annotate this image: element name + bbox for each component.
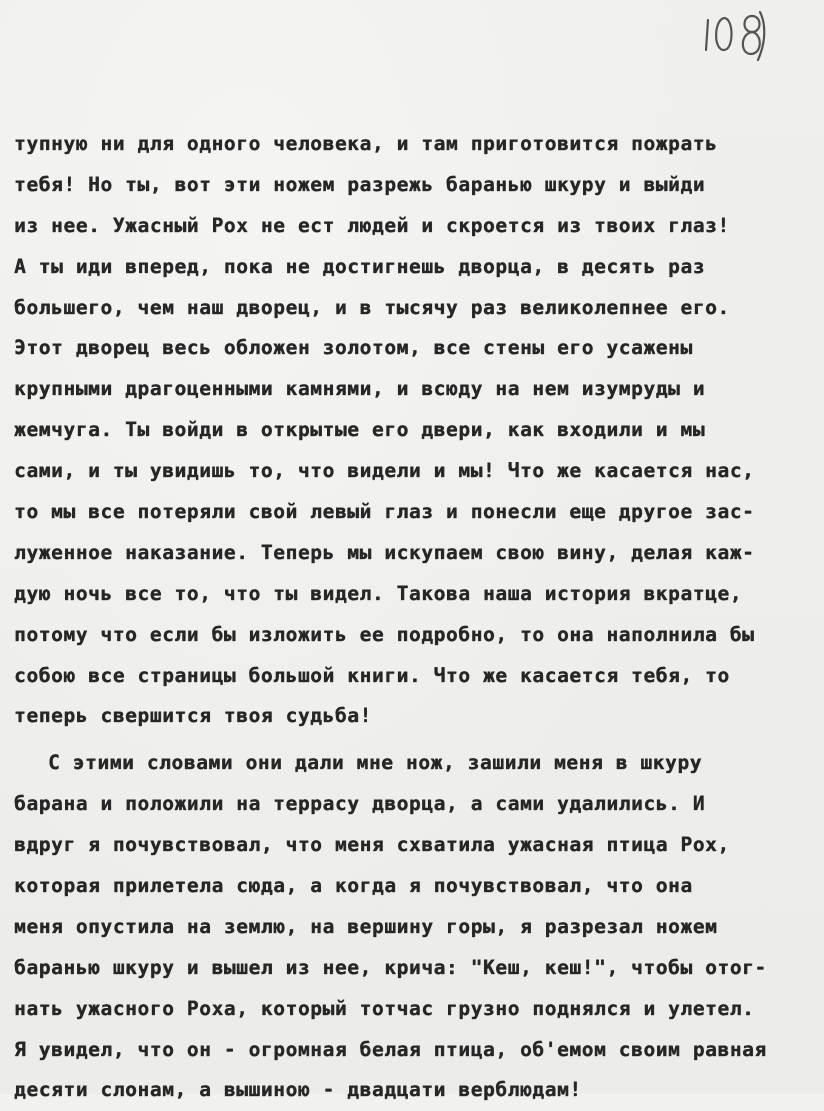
paragraph-2 (14, 743, 820, 1111)
text-line: большего, чем наш дворец, и в тысячу раз великолепнее его. (14, 295, 730, 319)
text-line: Этот дворец весь обложен золотом, все стены его усажены (14, 336, 693, 360)
text-line: теперь свершится твоя судьба! (14, 704, 372, 728)
text-line: потому что если бы изложить ее подробно, то она наполнила бы (14, 622, 755, 646)
handwritten-page-number (700, 6, 770, 68)
paragraph-1 (14, 124, 820, 737)
text-line: баранью шкуру и вышел из нее, крича: "Кеш, кеш!", чтобы отог- (14, 955, 767, 979)
text-line: собою все страницы большой книги. Что же касается тебя, то (14, 663, 730, 687)
text-line: Я увидел, что он - огромная белая птица, об'емом своим равная (14, 1037, 767, 1061)
text-line: луженное наказание. Теперь мы искупаем свою вину, делая каж- (14, 540, 755, 564)
text-line: десяти слонам, а вышиною - двадцати верблюдам! (14, 1078, 582, 1102)
text-line: которая прилетела сюда, а когда я почувствовал, что она (14, 874, 693, 898)
text-line: С этими словами они дали мне нож, зашили меня в шкуру (48, 751, 703, 775)
text-line: дую ночь все то, что ты видел. Такова наша история вкратце, (14, 581, 743, 605)
text-line: сами, и ты увидишь то, что видели и мы! Что же касается нас, (14, 459, 755, 483)
typed-text (14, 124, 820, 1111)
text-line: то мы все потеряли свой левый глаз и понесли еще другое зас- (14, 500, 755, 524)
text-line: жемчуга. Ты войди в открытые его двери, как входили и мы (14, 418, 706, 442)
text-line: из нее. Ужасный Рох не ест людей и скроется из твоих глаз! (14, 213, 730, 237)
text-line: А ты иди вперед, пока не достигнешь дворца, в десять раз (14, 254, 706, 278)
text-line: вдруг я почувствовал, что меня схватила ужасная птица Рох, (14, 833, 730, 857)
text-line: крупными драгоценными камнями, и всюду на нем изумруды и (14, 377, 706, 401)
text-line: тебя! Но ты, вот эти ножем разрежь баранью шкуру и выйди (14, 172, 706, 196)
page-number-ink (700, 6, 770, 68)
text-line: нать ужасного Роха, который тотчас грузно поднялся и улетел. (14, 996, 755, 1020)
text-line: барана и положили на террасу дворца, а сами удалились. И (14, 792, 706, 816)
text-line: тупную ни для одного человека, и там приготовится пожрать (14, 132, 718, 155)
text-line: меня опустила на землю, на вершину горы, я разрезал ножем (14, 914, 718, 938)
